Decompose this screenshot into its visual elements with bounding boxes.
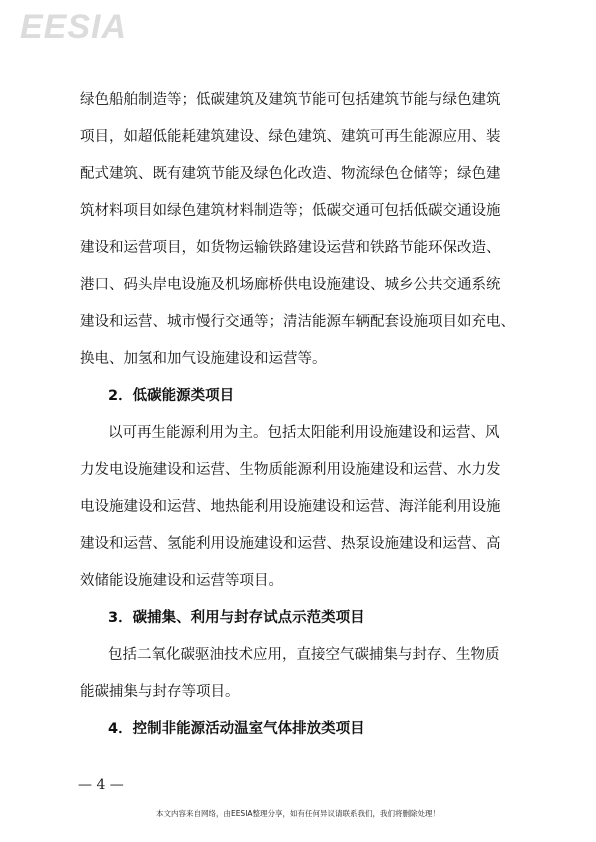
paragraph-line: 换电、加氢和加气设施建设和运营等。: [80, 351, 327, 367]
paragraph-line: 建设和运营、城市慢行交通等；清洁能源车辆配套设施项目如充电、: [80, 314, 515, 330]
paragraph-line: 包括二氧化碳驱油技术应用，直接空气碳捕集与封存、生物质: [108, 647, 500, 663]
paragraph-line: 建设和运营、氢能利用设施建设和运营、热泵设施建设和运营、高: [80, 536, 501, 552]
paragraph-line: 以可再生能源利用为主。包括太阳能利用设施建设和运营、风: [108, 425, 500, 441]
section-heading: 2．低碳能源类项目: [108, 388, 235, 404]
paragraph-line: 配式建筑、既有建筑节能及绿色化改造、物流绿色仓储等；绿色建: [80, 166, 501, 182]
paragraph-line: 建设和运营项目，如货物运输铁路建设运营和铁路节能环保改造、: [80, 240, 501, 256]
paragraph-line: 项目，如超低能耗建筑建设、绿色建筑、建筑可再生能源应用、装: [80, 129, 501, 145]
section-heading: 4．控制非能源活动温室气体排放类项目: [108, 721, 365, 737]
paragraph-line: 效储能设施建设和运营等项目。: [80, 573, 283, 589]
paragraph-line: 绿色船舶制造等；低碳建筑及建筑节能可包括建筑节能与绿色建筑: [80, 92, 501, 108]
footer-note: 本文内容来自网络，由EESIA整理分享，如有任何异议请联系我们，我们将删除处理！: [155, 809, 441, 818]
page-number: — 4 —: [78, 777, 124, 793]
paragraph-line: 力发电设施建设和运营、生物质能源利用设施建设和运营、水力发: [80, 462, 501, 478]
paragraph-line: 港口、码头岸电设施及机场廊桥供电设施建设、城乡公共交通系统: [80, 277, 501, 293]
eesia-logo: EESIA: [20, 8, 128, 46]
section-heading: 3．碳捕集、利用与封存试点示范类项目: [108, 610, 365, 626]
paragraph-line: 能碳捕集与封存等项目。: [80, 684, 240, 700]
paragraph-line: 筑材料项目如绿色建筑材料制造等；低碳交通可包括低碳交通设施: [80, 203, 501, 219]
paragraph-line: 电设施建设和运营、地热能利用设施建设和运营、海洋能利用设施: [80, 499, 501, 515]
